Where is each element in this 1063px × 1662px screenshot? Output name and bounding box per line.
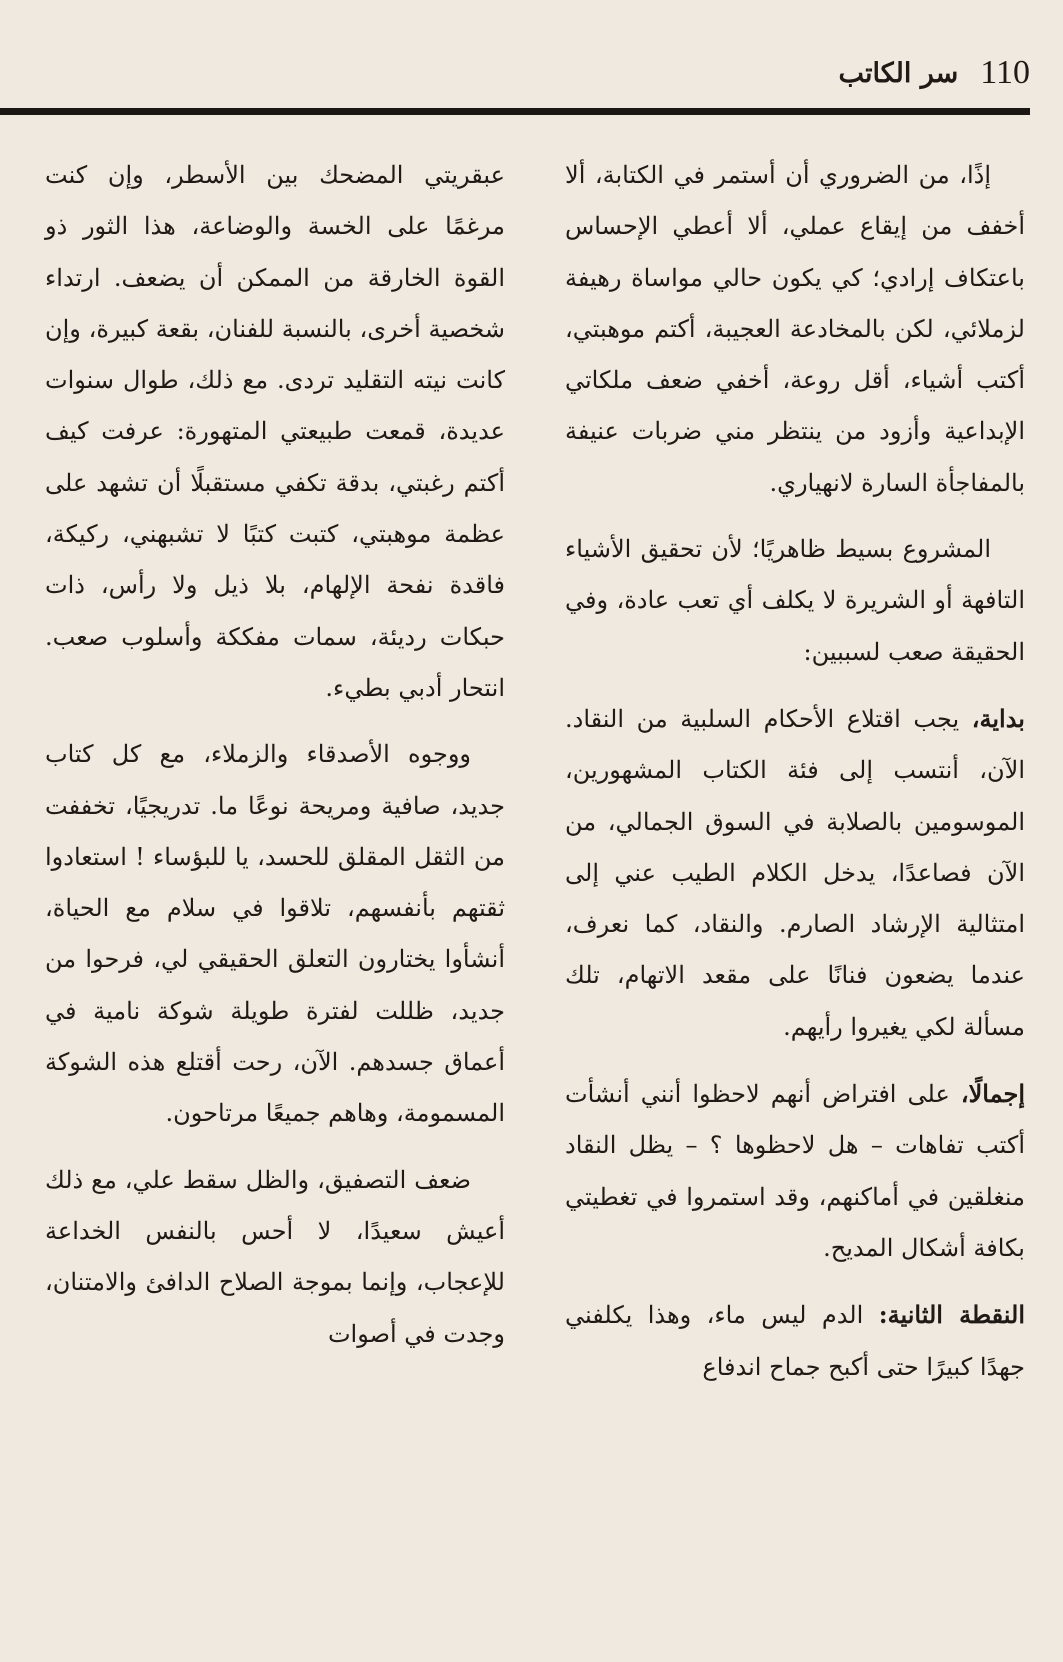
running-title: سر الكاتب — [838, 57, 959, 89]
paragraph — [565, 1068, 1025, 1274]
paragraph: المشروع بسيط ظاهريًا؛ لأن تحقيق الأشياء التافهة أو الشريرة لا يكلف أي تعب عادة، وفي الحقيقة صعب لسببين: — [565, 535, 1025, 666]
paragraph: ووجوه الأصدقاء والزملاء، مع كل كتاب جديد، صافية ومريحة نوعًا ما. تدريجيًا، تخففت من الثقل المقلق للحسد، يا للبؤساء ! استعادوا ثقتهم بأنفسهم، تلاقوا في سلام مع الحياة، أنشأوا يختارون التعلق الحقيقي لي، فرحوا من جديد، ظللت لفترة طويلة شوكة نامية في أعماق جسدهم. الآن، رحت أقتلع هذه الشوكة المسمومة، وهاهم جميعًا مرتاحون. — [45, 740, 505, 1128]
paragraph — [565, 1289, 1025, 1393]
paragraph — [565, 693, 1025, 1053]
paragraph-lead: النقطة الثانية: — [878, 1300, 1025, 1330]
paragraph-text: يجب اقتلاع الأحكام السلبية من النقاد. الآن، أنتسب إلى فئة الكتاب المشهورين، الموسومين بالصلابة في السوق الجمالي، من الآن فصاعدًا، يدخل الكلام الطيب عني إلى امتثالية الإرشاد الصارم. والنقاد، كما نعرف، عندما يضعون فنانًا على مقعد الاتهام، تلك مسألة لكي يغيروا رأيهم. — [565, 704, 1025, 1041]
paragraph: عبقريتي المضحك بين الأسطر، وإن كنت مرغمًا على الخسة والوضاعة، هذا الثور ذو القوة الخارقة من الممكن أن يضعف. ارتداء شخصية أخرى، بالنسبة للفنان، بقعة كبيرة، وإن كانت نيته التقليد تردى. مع ذلك، طوال سنوات عديدة، قمعت طبيعتي المتهورة: عرفت كيف أكتم رغبتي، بدقة تكفي مستقبلًا أن تشهد على عظمة موهبتي، كتبت كتبًا لا تشبهني، ركيكة، فاقدة نفحة الإلهام، بلا ذيل ولا رأس، ذات حبكات رديئة، سمات مفككة وأسلوب صعب. انتحار أدبي بطيء. — [45, 161, 505, 702]
paragraph-lead: إجمالًا، — [960, 1079, 1025, 1109]
paragraph-text: الدم ليس ماء، وهذا يكلفني جهدًا كبيرًا حتى أكبح جماح اندفاع — [565, 1301, 1025, 1381]
left-column — [45, 150, 505, 1375]
page-number: 110 — [980, 54, 1030, 91]
right-column — [565, 150, 1025, 1408]
paragraph: ضعف التصفيق، والظل سقط علي، مع ذلك أعيش سعيدًا، لا أحس بالنفس الخداعة للإعجاب، وإنما بموجة الصلاح الدافئ والامتنان، وجدت في أصوات — [45, 1165, 505, 1348]
header-rule — [0, 108, 1030, 115]
paragraph-text: على افتراض أنهم لاحظوا أنني أنشأت أكتب تفاهات – هل لاحظوها ؟ – يظل النقاد منغلقين في أماكنهم، وقد استمروا في تغطيتي بكافة أشكال المديح. — [565, 1080, 1025, 1262]
paragraph-lead: بداية، — [971, 703, 1025, 733]
page-header — [760, 48, 1030, 98]
paragraph: إذًا، من الضروري أن أستمر في الكتابة، ألا أخفف من إيقاع عملي، ألا أعطي الإحساس باعتكاف إرادي؛ كي يكون حالي مواساة رهيفة لزملائي، لكن بالمخادعة العجيبة، أكتم موهبتي، أكتب أشياء، أقل روعة، أخفي ضعف ملكاتي الإبداعية وأزود من ينتظر مني ضربات عنيفة بالمفاجأة السارة لانهياري. — [565, 161, 1025, 497]
